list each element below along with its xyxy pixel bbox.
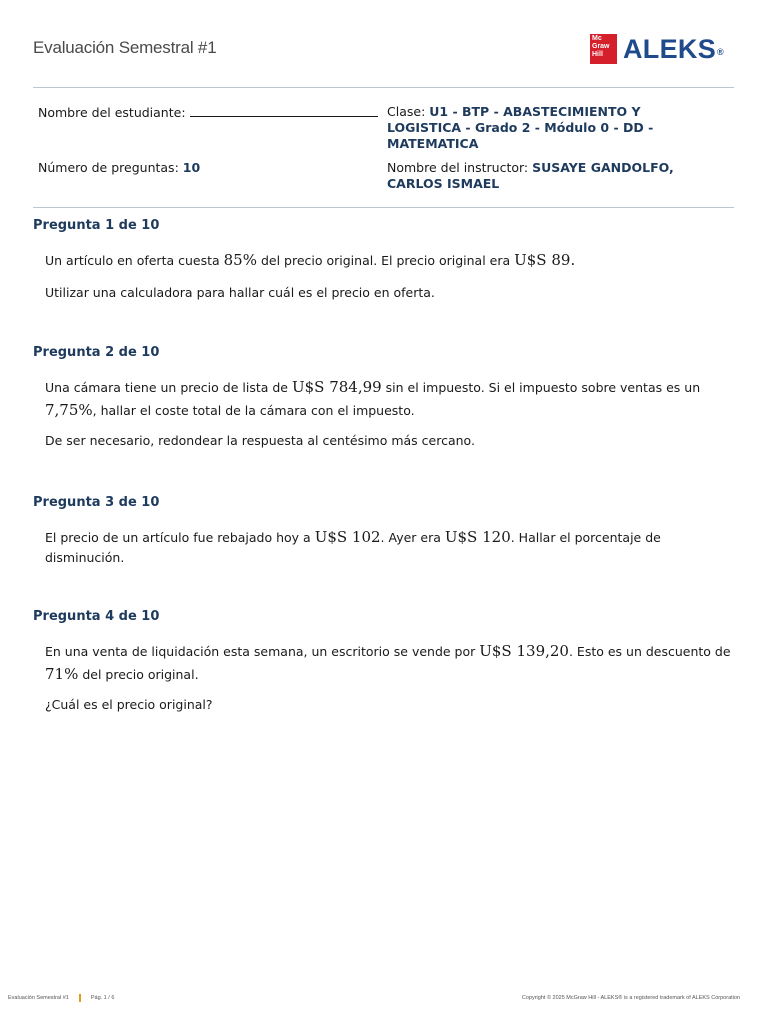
question-4-text: En una venta de liquidación esta semana, un escritorio se vende por <box>45 644 480 659</box>
question-count <box>38 160 200 176</box>
student-name-label: Nombre del estudiante: <box>38 105 186 120</box>
question-1-text: del precio original. El precio original era <box>256 253 515 268</box>
question-2-paragraph <box>45 377 735 398</box>
aleks-logo <box>590 34 724 64</box>
footer-copyright: Copyright © 2025 McGraw Hill - ALEKS® is a registered trademark of ALEKS Corporation <box>521 995 740 1001</box>
question-3-paragraph <box>45 527 685 568</box>
question-count-value: 10 <box>182 160 201 175</box>
footer-separator <box>79 994 81 1002</box>
question-4-question: ¿Cuál es el precio original? <box>45 697 213 712</box>
question-3-math-price-today: U$S 102 <box>314 528 381 546</box>
question-4-math-percent: 71% <box>45 665 79 683</box>
question-2-text: Una cámara tiene un precio de lista de <box>45 380 292 395</box>
question-1-math-price: U$S 89 <box>514 251 571 269</box>
instructor-label: Nombre del instructor: <box>387 160 529 175</box>
class-info <box>387 104 687 152</box>
question-1-heading: Pregunta 1 de 10 <box>33 218 160 233</box>
mcgraw-hill-mark: Mc Graw Hill <box>590 34 617 64</box>
question-3-text: . Ayer era <box>380 530 445 545</box>
question-count-label: Número de preguntas: <box>38 160 179 175</box>
question-3-heading: Pregunta 3 de 10 <box>33 495 160 510</box>
header-divider <box>33 87 734 88</box>
class-label: Clase: <box>387 104 426 119</box>
class-value: U1 - BTP - ABASTECIMIENTO Y LOGISTICA - Grado 2 - Módulo 0 - DD - MATEMATICA <box>387 104 654 151</box>
question-4-math-price: U$S 139,20 <box>479 642 569 660</box>
question-4-text: . Esto es un descuento de <box>568 644 731 659</box>
question-4-paragraph <box>45 641 735 662</box>
question-1-text: Un artículo en oferta cuesta <box>45 253 224 268</box>
aleks-wordmark <box>623 34 724 64</box>
question-2-paragraph-cont <box>45 400 735 421</box>
question-3-text: . Hallar el porcentaje de disminución. <box>45 530 661 565</box>
question-3-text: El precio de un artículo fue rebajado hoy a <box>45 530 315 545</box>
question-2-text: , hallar el coste total de la cámara con el impuesto. <box>92 403 415 418</box>
question-3-math-price-yesterday: U$S 120 <box>444 528 511 546</box>
info-divider <box>33 207 734 208</box>
student-name-blank <box>190 104 378 117</box>
question-2-heading: Pregunta 2 de 10 <box>33 345 160 360</box>
question-2-math-percent: 7,75% <box>45 401 93 419</box>
question-4-heading: Pregunta 4 de 10 <box>33 609 160 624</box>
question-2-math-price: U$S 784,99 <box>291 378 382 396</box>
instructor-info <box>387 160 697 192</box>
question-1-text: . <box>570 251 576 269</box>
question-2-text: sin el impuesto. Si el impuesto sobre ventas es un <box>381 380 701 395</box>
question-1-math-percent: 85% <box>223 251 257 269</box>
footer-doc-title: Evaluación Semestral #1 <box>8 995 69 1001</box>
question-1-instruction: Utilizar una calculadora para hallar cuál es el precio en oferta. <box>45 285 435 300</box>
registered-mark: ® <box>717 47 724 57</box>
brand-name: ALEKS <box>623 34 717 64</box>
question-1-paragraph <box>45 250 735 271</box>
instructor-value: SUSAYE GANDOLFO, CARLOS ISMAEL <box>387 160 674 191</box>
question-4-paragraph-cont <box>45 664 735 685</box>
footer-page-number: Pág. 1 / 6 <box>90 995 115 1001</box>
footer-left <box>8 994 114 1002</box>
question-4-text: del precio original. <box>78 667 199 682</box>
student-name-field <box>38 104 378 121</box>
question-2-instruction: De ser necesario, redondear la respuesta al centésimo más cercano. <box>45 433 475 448</box>
document-title: Evaluación Semestral #1 <box>33 38 217 57</box>
